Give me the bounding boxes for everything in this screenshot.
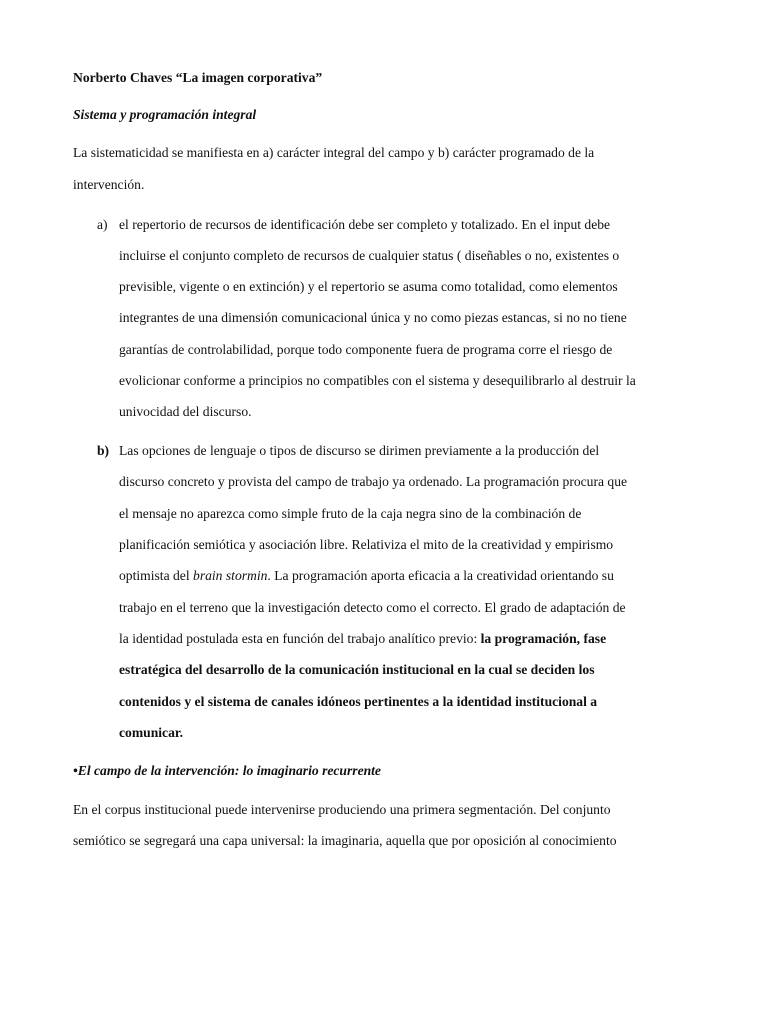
item-b-text: la identidad postulada esta en función del trabajo analítico previo: [119, 631, 481, 646]
item-b-line [119, 629, 606, 649]
item-a-line: previsible, vigente o en extinción) y el repertorio se asuma como totalidad, como elementos [119, 279, 618, 294]
item-b-italic-term: brain stormin [193, 568, 268, 583]
item-b-line [119, 566, 614, 586]
section2-line: semiótico se segregará una capa universal: la imaginaria, aquella que por oposición al conocimiento [73, 833, 617, 848]
document-title: Norberto Chaves “La imagen corporativa” [73, 70, 323, 85]
intro-line-2: intervención. [73, 177, 145, 192]
item-a-line: integrantes de una dimensión comunicacional única y no como piezas estancas, si no no tiene [119, 310, 627, 325]
item-b-line: trabajo en el terreno que la investigación detecto como el correcto. El grado de adaptación de [119, 600, 626, 615]
item-b-bold-line: contenidos y el sistema de canales idóneos pertinentes a la identidad institucional a [119, 694, 598, 709]
section-heading: Sistema y programación integral [73, 107, 257, 122]
item-a-line: evolicionar conforme a principios no compatibles con el sistema y desequilibrarlo al destruir la [119, 373, 636, 388]
item-b-bold-line: comunicar. [119, 725, 184, 740]
item-b-line: discurso concreto y provista del campo de trabajo ya ordenado. La programación procura que [119, 474, 628, 489]
item-b-text: . La programación aporta eficacia a la creatividad orientando su [267, 568, 614, 583]
section2-heading: •El campo de la intervención: lo imaginario recurrente [73, 763, 381, 778]
item-b-line: planificación semiótica y asociación libre. Relativiza el mito de la creatividad y empirismo [119, 537, 614, 552]
item-a-line: univocidad del discurso. [119, 404, 252, 419]
item-b-line: el mensaje no aparezca como simple fruto de la caja negra sino de la combinación de [119, 506, 582, 521]
item-a-line: incluirse el conjunto completo de recursos de cualquier status ( diseñables o no, existentes o [119, 248, 620, 263]
item-a-line: garantías de controlabilidad, porque todo componente fuera de programa corre el riesgo de [119, 342, 613, 357]
intro-line-1: La sistematicidad se manifiesta en a) carácter integral del campo y b) carácter programado de la [73, 145, 595, 160]
item-b-line: Las opciones de lenguaje o tipos de discurso se dirimen previamente a la producción del [119, 443, 600, 458]
section2-line: En el corpus institucional puede intervenirse produciendo una primera segmentación. Del conjunto [73, 802, 611, 817]
list-marker-b: b) [97, 443, 110, 458]
list-marker-a: a) [97, 217, 108, 232]
item-b-text: optimista del [119, 568, 194, 583]
item-b-bold-text: la programación, fase [480, 631, 607, 646]
item-b-bold-line: estratégica del desarrollo de la comunicación institucional en la cual se deciden los [119, 662, 595, 677]
item-a-line: el repertorio de recursos de identificación debe ser completo y totalizado. En el input debe [119, 217, 611, 232]
